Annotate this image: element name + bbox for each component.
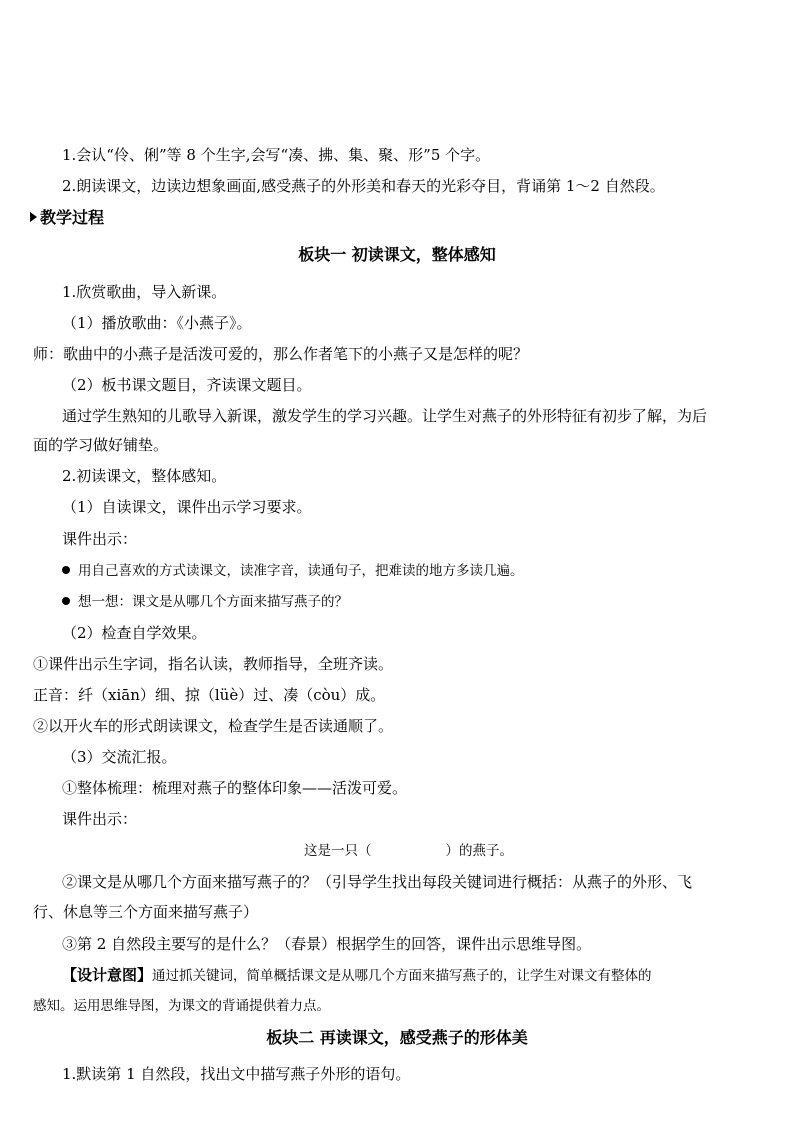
design-intent-line2: 感知。运用思维导图，为课文的背诵提供着力点。 (33, 998, 330, 1014)
bullet-item-2-text: 想一想：课文是从哪几个方面来描写燕子的？ (78, 594, 348, 610)
report-2-line2: 行、休息等三个方面来描写燕子） (33, 903, 259, 921)
block2-title: 板块二 再读课文，感受燕子的形体美 (266, 1028, 528, 1047)
courseware-label-2: 课件出示： (62, 810, 138, 828)
triangle-bullet-icon (30, 212, 37, 222)
fill-blank-right: ）的燕子。 (445, 843, 513, 859)
fill-blank-left: 这是一只（ (304, 843, 372, 859)
report-3: ③第 2 自然段主要写的是什么？（春景）根据学生的回答，课件出示思维导图。 (62, 935, 592, 953)
objective-2: 2.朗读课文，边读边想象画面,感受燕子的外形美和春天的光彩夺目，背诵第 1～2 自然段。 (62, 177, 665, 195)
check-2: ②以开火车的形式朗读课文，检查学生是否读通顺了。 (33, 717, 394, 735)
fill-blank-sentence (0, 841, 794, 861)
teacher-question: 师：歌曲中的小燕子是活泼可爱的，那么作者笔下的小燕子又是怎样的呢？ (33, 345, 529, 363)
block1-step1: 1.欣赏歌曲，导入新课。 (62, 283, 227, 301)
report-1: ①整体梳理：梳理对燕子的整体印象——活泼可爱。 (62, 779, 408, 797)
bullet-item-1-text: 用自己喜欢的方式读课文，读准字音，读通句子，把难读的地方多读几遍。 (78, 563, 524, 579)
process-heading-text: 教学过程 (40, 208, 105, 227)
pronunciation: 正音：纤（xiān）细、掠（lüè）过、凑（còu）成。 (33, 686, 386, 704)
bullet-dot-icon (62, 566, 70, 574)
bullet-item-2 (0, 592, 794, 612)
bullet-item-1 (0, 561, 794, 581)
block1-title: 板块一 初读课文，整体感知 (298, 245, 496, 264)
block1-step1-b: （2）板书课文题目，齐读课文题目。 (62, 376, 312, 394)
block2-step1: 1.默读第 1 自然段，找出文中描写燕子外形的语句。 (62, 1065, 411, 1083)
courseware-label-1: 课件出示： (62, 530, 138, 548)
design-intent-text: 通过抓关键词，简单概括课文是从哪几个方面来描写燕子的，让学生对课文有整体的 (152, 968, 652, 984)
check-1: ①课件出示生字词，指名认读，教师指导，全班齐读。 (33, 655, 394, 673)
block1-step1-a: （1）播放歌曲：《小燕子》。 (62, 314, 252, 332)
note1-line1: 通过学生熟知的儿歌导入新课，激发学生的学习兴趣。让学生对燕子的外形特征有初步了解，为后 (62, 407, 708, 425)
note1-line2: 面的学习做好铺垫。 (33, 436, 169, 454)
design-intent-line1 (0, 965, 794, 986)
block1-step2-a: （1）自读课文，课件出示学习要求。 (62, 498, 312, 516)
design-intent-label: 【设计意图】 (62, 966, 153, 984)
report-2-line1: ②课文是从哪几个方面来描写燕子的？（引导学生找出每段关键词进行概括：从燕子的外形、飞 (62, 873, 693, 891)
block1-step2-b: （2）检查自学效果。 (62, 624, 207, 642)
bullet-dot-icon (62, 597, 70, 605)
objective-1: 1.会认“伶、俐”等 8 个生字,会写“凑、拂、集、聚、形”5 个字。 (62, 146, 491, 164)
block1-step2-c: （3）交流汇报。 (62, 748, 177, 766)
block1-step2: 2.初读课文，整体感知。 (62, 467, 227, 485)
process-heading (0, 208, 794, 228)
